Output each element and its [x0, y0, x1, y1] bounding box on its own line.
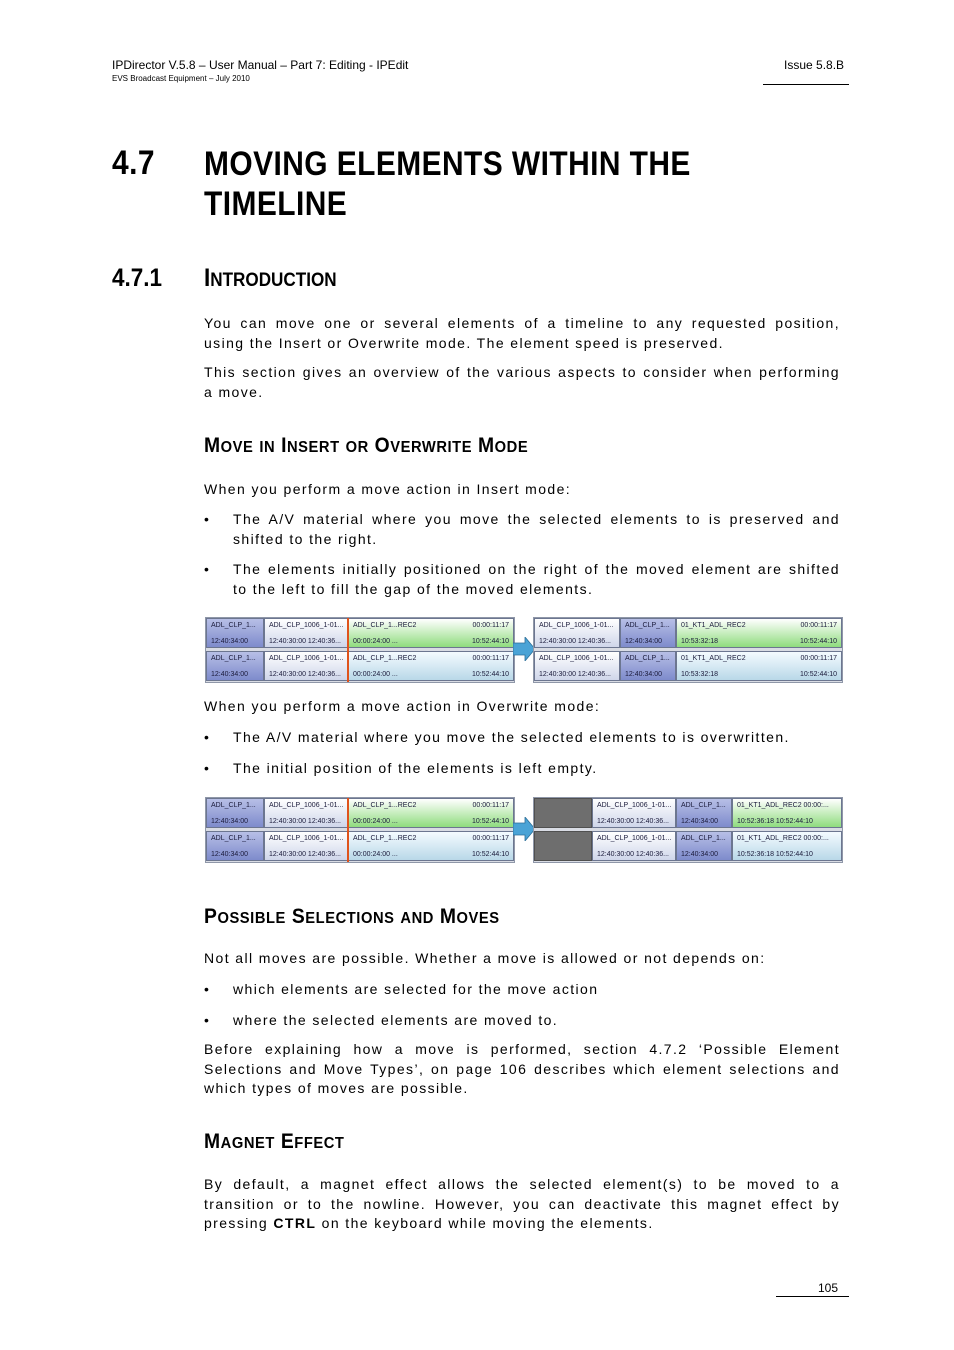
- insert-mode-figure: [205, 617, 841, 683]
- hp-w2b: ELECTIONS: [305, 910, 395, 927]
- clip-label: 12:40:34:00: [211, 818, 248, 825]
- clip-label: 00:00:11:17: [472, 835, 509, 842]
- clip-label: 12:40:30:00 12:40:36...: [269, 851, 342, 858]
- insert-intro: When you perform a move action in Insert mode:: [204, 481, 572, 497]
- clip-label: ADL_CLP_1...: [211, 802, 256, 809]
- empty-gap[interactable]: [534, 798, 592, 828]
- hm-w2: IN: [259, 439, 276, 456]
- clip-label: 10:52:36:18 10:52:44:10: [737, 851, 813, 858]
- bullet-dot: •: [204, 1012, 211, 1028]
- clip[interactable]: [534, 651, 620, 681]
- magnet-text-before: By default, a magnet effect allows the selected element(s) to be moved to a transition or to the nowline. However, you can deactivate this magnet effect by pressing: [204, 1176, 840, 1231]
- overwrite-before-timeline: [205, 797, 515, 863]
- clip[interactable]: [348, 798, 514, 828]
- hm-w6a: M: [478, 434, 495, 457]
- clip-label: 12:40:30:00 12:40:36...: [539, 671, 612, 678]
- hp-w1a: P: [204, 905, 218, 928]
- overwrite-intro: When you perform a move action in Overwrite mode:: [204, 698, 601, 714]
- clip[interactable]: [348, 651, 514, 681]
- clip-label: 10:52:44:10: [800, 638, 837, 645]
- clip-label: 00:00:11:17: [800, 622, 837, 629]
- clip-label: ADL_CLP_1...: [211, 835, 256, 842]
- overwrite-bullet-2: [204, 759, 840, 779]
- section-number: 4.7: [112, 144, 155, 182]
- clip-label: ADL_CLP_1...REC2: [353, 835, 417, 842]
- hm-w1a: M: [204, 434, 221, 457]
- subsection-number: 4.7.1: [112, 264, 163, 292]
- clip-label: 01_KT1_ADL_REC2 00:00:...: [737, 802, 829, 809]
- clip-label: ADL_CLP_1...REC2: [353, 655, 417, 662]
- bullet-dot: •: [204, 511, 211, 527]
- header-title: IPDirector V.5.8 – User Manual – Part 7: Editing - IPEdit: [112, 58, 409, 72]
- clip-label: ADL_CLP_1...: [681, 835, 726, 842]
- overwrite-bullet-2-text: The initial position of the elements is left empty.: [233, 760, 598, 776]
- arrow-right-icon: [513, 637, 535, 661]
- insert-bullet-1-text: The A/V material where you move the selected elements to is preserved and shifted to the right.: [233, 511, 840, 547]
- clip[interactable]: [534, 618, 620, 648]
- clip-label: ADL_CLP_1006_1-01...: [597, 835, 672, 842]
- clip[interactable]: [592, 831, 676, 861]
- overwrite-bullet-1-text: The A/V material where you move the selected elements to is overwritten.: [233, 729, 790, 745]
- clip-label: 12:40:34:00: [625, 671, 662, 678]
- clip-label: 00:00:24:00 ...: [353, 671, 398, 678]
- hp-w4a: M: [439, 905, 457, 928]
- clip[interactable]: [620, 651, 676, 681]
- intro-paragraph-2: This section gives an overview of the various aspects to consider when performing a move.: [204, 364, 840, 400]
- hp-w1b: OSSIBLE: [217, 910, 286, 927]
- clip-label: 00:00:24:00 ...: [353, 638, 398, 645]
- insert-bullet-2: [204, 560, 840, 600]
- clip[interactable]: [676, 831, 732, 861]
- subsection-title-initial: I: [204, 264, 211, 292]
- clip-label: ADL_CLP_1006_1-01...: [269, 655, 344, 662]
- clip-label: ADL_CLP_1006_1-01...: [269, 802, 344, 809]
- clip-label: ADL_CLP_1006_1-01...: [597, 802, 672, 809]
- clip-label: 10:52:44:10: [472, 638, 509, 645]
- clip[interactable]: [592, 798, 676, 828]
- section-title-line2: TIMELINE: [204, 185, 348, 223]
- heading-move-mode: [204, 434, 528, 458]
- clip-label: 10:52:44:10: [472, 851, 509, 858]
- clip[interactable]: [206, 798, 264, 828]
- clip[interactable]: [206, 618, 264, 648]
- clip-label: ADL_CLP_1...: [211, 655, 256, 662]
- hg-w2b: FFECT: [294, 1135, 345, 1152]
- clip-label: ADL_CLP_1006_1-01...: [269, 622, 344, 629]
- clip-label: 12:40:30:00 12:40:36...: [597, 851, 670, 858]
- hm-w3b: NSERT: [286, 439, 340, 456]
- header-rule: [763, 84, 849, 85]
- bullet-dot: •: [204, 981, 211, 997]
- bullet-dot: •: [204, 729, 211, 745]
- clip-label: 12:40:34:00: [681, 818, 718, 825]
- possible-bullet-1-text: which elements are selected for the move action: [233, 981, 599, 997]
- overwrite-after-timeline: [533, 797, 843, 863]
- arrow-right-icon: [513, 817, 535, 841]
- possible-paragraph: Before explaining how a move is performed, section 4.7.2 ‘Possible Element Selections and Move Types’, on page 106 describes which element selections and which types of moves are possible.: [204, 1041, 840, 1096]
- heading-possible-selections: [204, 905, 500, 929]
- clip[interactable]: [348, 831, 514, 861]
- clip-label: 10:53:32:18: [681, 638, 718, 645]
- possible-bullet-2: [204, 1011, 840, 1031]
- hm-w4: OR: [345, 439, 369, 456]
- hm-w6b: ODE: [494, 439, 529, 456]
- clip-label: 12:40:34:00: [211, 671, 248, 678]
- header-subtitle: EVS Broadcast Equipment – July 2010: [112, 74, 250, 83]
- clip-label: 12:40:30:00 12:40:36...: [269, 638, 342, 645]
- clip-label: 12:40:34:00: [625, 638, 662, 645]
- nowline[interactable]: [347, 618, 349, 682]
- subsection-title-rest: NTRODUCTION: [210, 270, 337, 291]
- insert-after-timeline: [533, 617, 843, 683]
- clip-label: 10:52:44:10: [800, 671, 837, 678]
- insert-bullet-2-text: The elements initially positioned on the right of the moved element are shifted to the left to fill the gap of the moved elements.: [233, 561, 840, 597]
- hm-w5b: VERWRITE: [390, 439, 473, 456]
- overwrite-bullet-1: [204, 728, 840, 748]
- clip-label: ADL_CLP_1...: [625, 655, 670, 662]
- clip-label: 00:00:11:17: [472, 802, 509, 809]
- clip[interactable]: [264, 798, 348, 828]
- clip-label: ADL_CLP_1006_1-01...: [539, 655, 614, 662]
- hm-w1b: OVE: [220, 439, 254, 456]
- clip[interactable]: [348, 618, 514, 648]
- clip-label: ADL_CLP_1...REC2: [353, 802, 417, 809]
- empty-gap[interactable]: [534, 831, 592, 861]
- hp-w2a: S: [291, 905, 306, 928]
- bullet-dot: •: [204, 760, 211, 776]
- hp-w4b: OVES: [456, 910, 500, 927]
- heading-magnet-effect: [204, 1130, 344, 1154]
- clip-label: 00:00:24:00 ...: [353, 851, 398, 858]
- hm-w3a: I: [281, 434, 287, 457]
- clip-label: 10:52:44:10: [472, 818, 509, 825]
- hm-w5a: O: [374, 434, 391, 457]
- clip[interactable]: [206, 831, 264, 861]
- clip-label: 10:52:36:18 10:52:44:10: [737, 818, 813, 825]
- clip-label: 00:00:24:00 ...: [353, 818, 398, 825]
- clip-label: ADL_CLP_1...: [625, 622, 670, 629]
- possible-bullet-1: [204, 980, 840, 1000]
- clip-label: 00:00:11:17: [472, 655, 509, 662]
- clip[interactable]: [264, 831, 348, 861]
- insert-before-timeline: [205, 617, 515, 683]
- overwrite-mode-figure: [205, 797, 841, 863]
- clip-label: 12:40:34:00: [211, 638, 248, 645]
- clip[interactable]: [620, 618, 676, 648]
- clip-label: 00:00:11:17: [800, 655, 837, 662]
- clip-label: 01_KT1_ADL_REC2: [681, 655, 746, 662]
- ctrl-key-label: CTRL: [273, 1215, 317, 1231]
- clip[interactable]: [206, 651, 264, 681]
- clip-label: ADL_CLP_1...: [211, 622, 256, 629]
- hg-w1a: M: [204, 1130, 221, 1153]
- footer-rule: [776, 1296, 849, 1297]
- clip[interactable]: [732, 831, 842, 861]
- clip-label: 12:40:30:00 12:40:36...: [269, 671, 342, 678]
- clip-label: 12:40:34:00: [681, 851, 718, 858]
- clip[interactable]: [732, 798, 842, 828]
- insert-bullet-1: [204, 510, 840, 550]
- clip-label: 12:40:30:00 12:40:36...: [597, 818, 670, 825]
- clip-label: 01_KT1_ADL_REC2: [681, 622, 746, 629]
- header-issue: Issue 5.8.B: [784, 58, 845, 72]
- clip[interactable]: [676, 798, 732, 828]
- clip-label: ADL_CLP_1006_1-01...: [269, 835, 344, 842]
- clip[interactable]: [676, 651, 842, 681]
- clip[interactable]: [676, 618, 842, 648]
- intro-paragraph-1: You can move one or several elements of a timeline to any requested position, using the Insert or Overwrite mode. The element speed is preserved.: [204, 315, 840, 351]
- section-title-line1: MOVING ELEMENTS WITHIN THE: [204, 145, 691, 183]
- clip-label: 00:00:11:17: [472, 622, 509, 629]
- nowline[interactable]: [347, 798, 349, 862]
- clip-label: ADL_CLP_1...: [681, 802, 726, 809]
- clip-label: 12:40:30:00 12:40:36...: [539, 638, 612, 645]
- clip-label: 10:52:44:10: [472, 671, 509, 678]
- clip[interactable]: [264, 651, 348, 681]
- section-title: [204, 144, 767, 224]
- clip-label: 10:53:32:18: [681, 671, 718, 678]
- bullet-dot: •: [204, 561, 211, 577]
- page-number: 105: [818, 1281, 839, 1295]
- clip-label: 01_KT1_ADL_REC2 00:00:...: [737, 835, 829, 842]
- hp-w3: AND: [400, 910, 434, 927]
- magnet-paragraph: [204, 1175, 840, 1234]
- clip-label: 12:40:34:00: [211, 851, 248, 858]
- subsection-title: [204, 264, 337, 293]
- possible-intro: Not all moves are possible. Whether a move is allowed or not depends on:: [204, 950, 766, 966]
- clip-label: ADL_CLP_1...REC2: [353, 622, 417, 629]
- hg-w2a: E: [280, 1130, 295, 1153]
- clip-label: 12:40:30:00 12:40:36...: [269, 818, 342, 825]
- clip-label: ADL_CLP_1006_1-01...: [539, 622, 614, 629]
- possible-bullet-2-text: where the selected elements are moved to.: [233, 1012, 559, 1028]
- clip[interactable]: [264, 618, 348, 648]
- hg-w1b: AGNET: [220, 1135, 275, 1152]
- magnet-text-after: on the keyboard while moving the elements.: [316, 1215, 654, 1231]
